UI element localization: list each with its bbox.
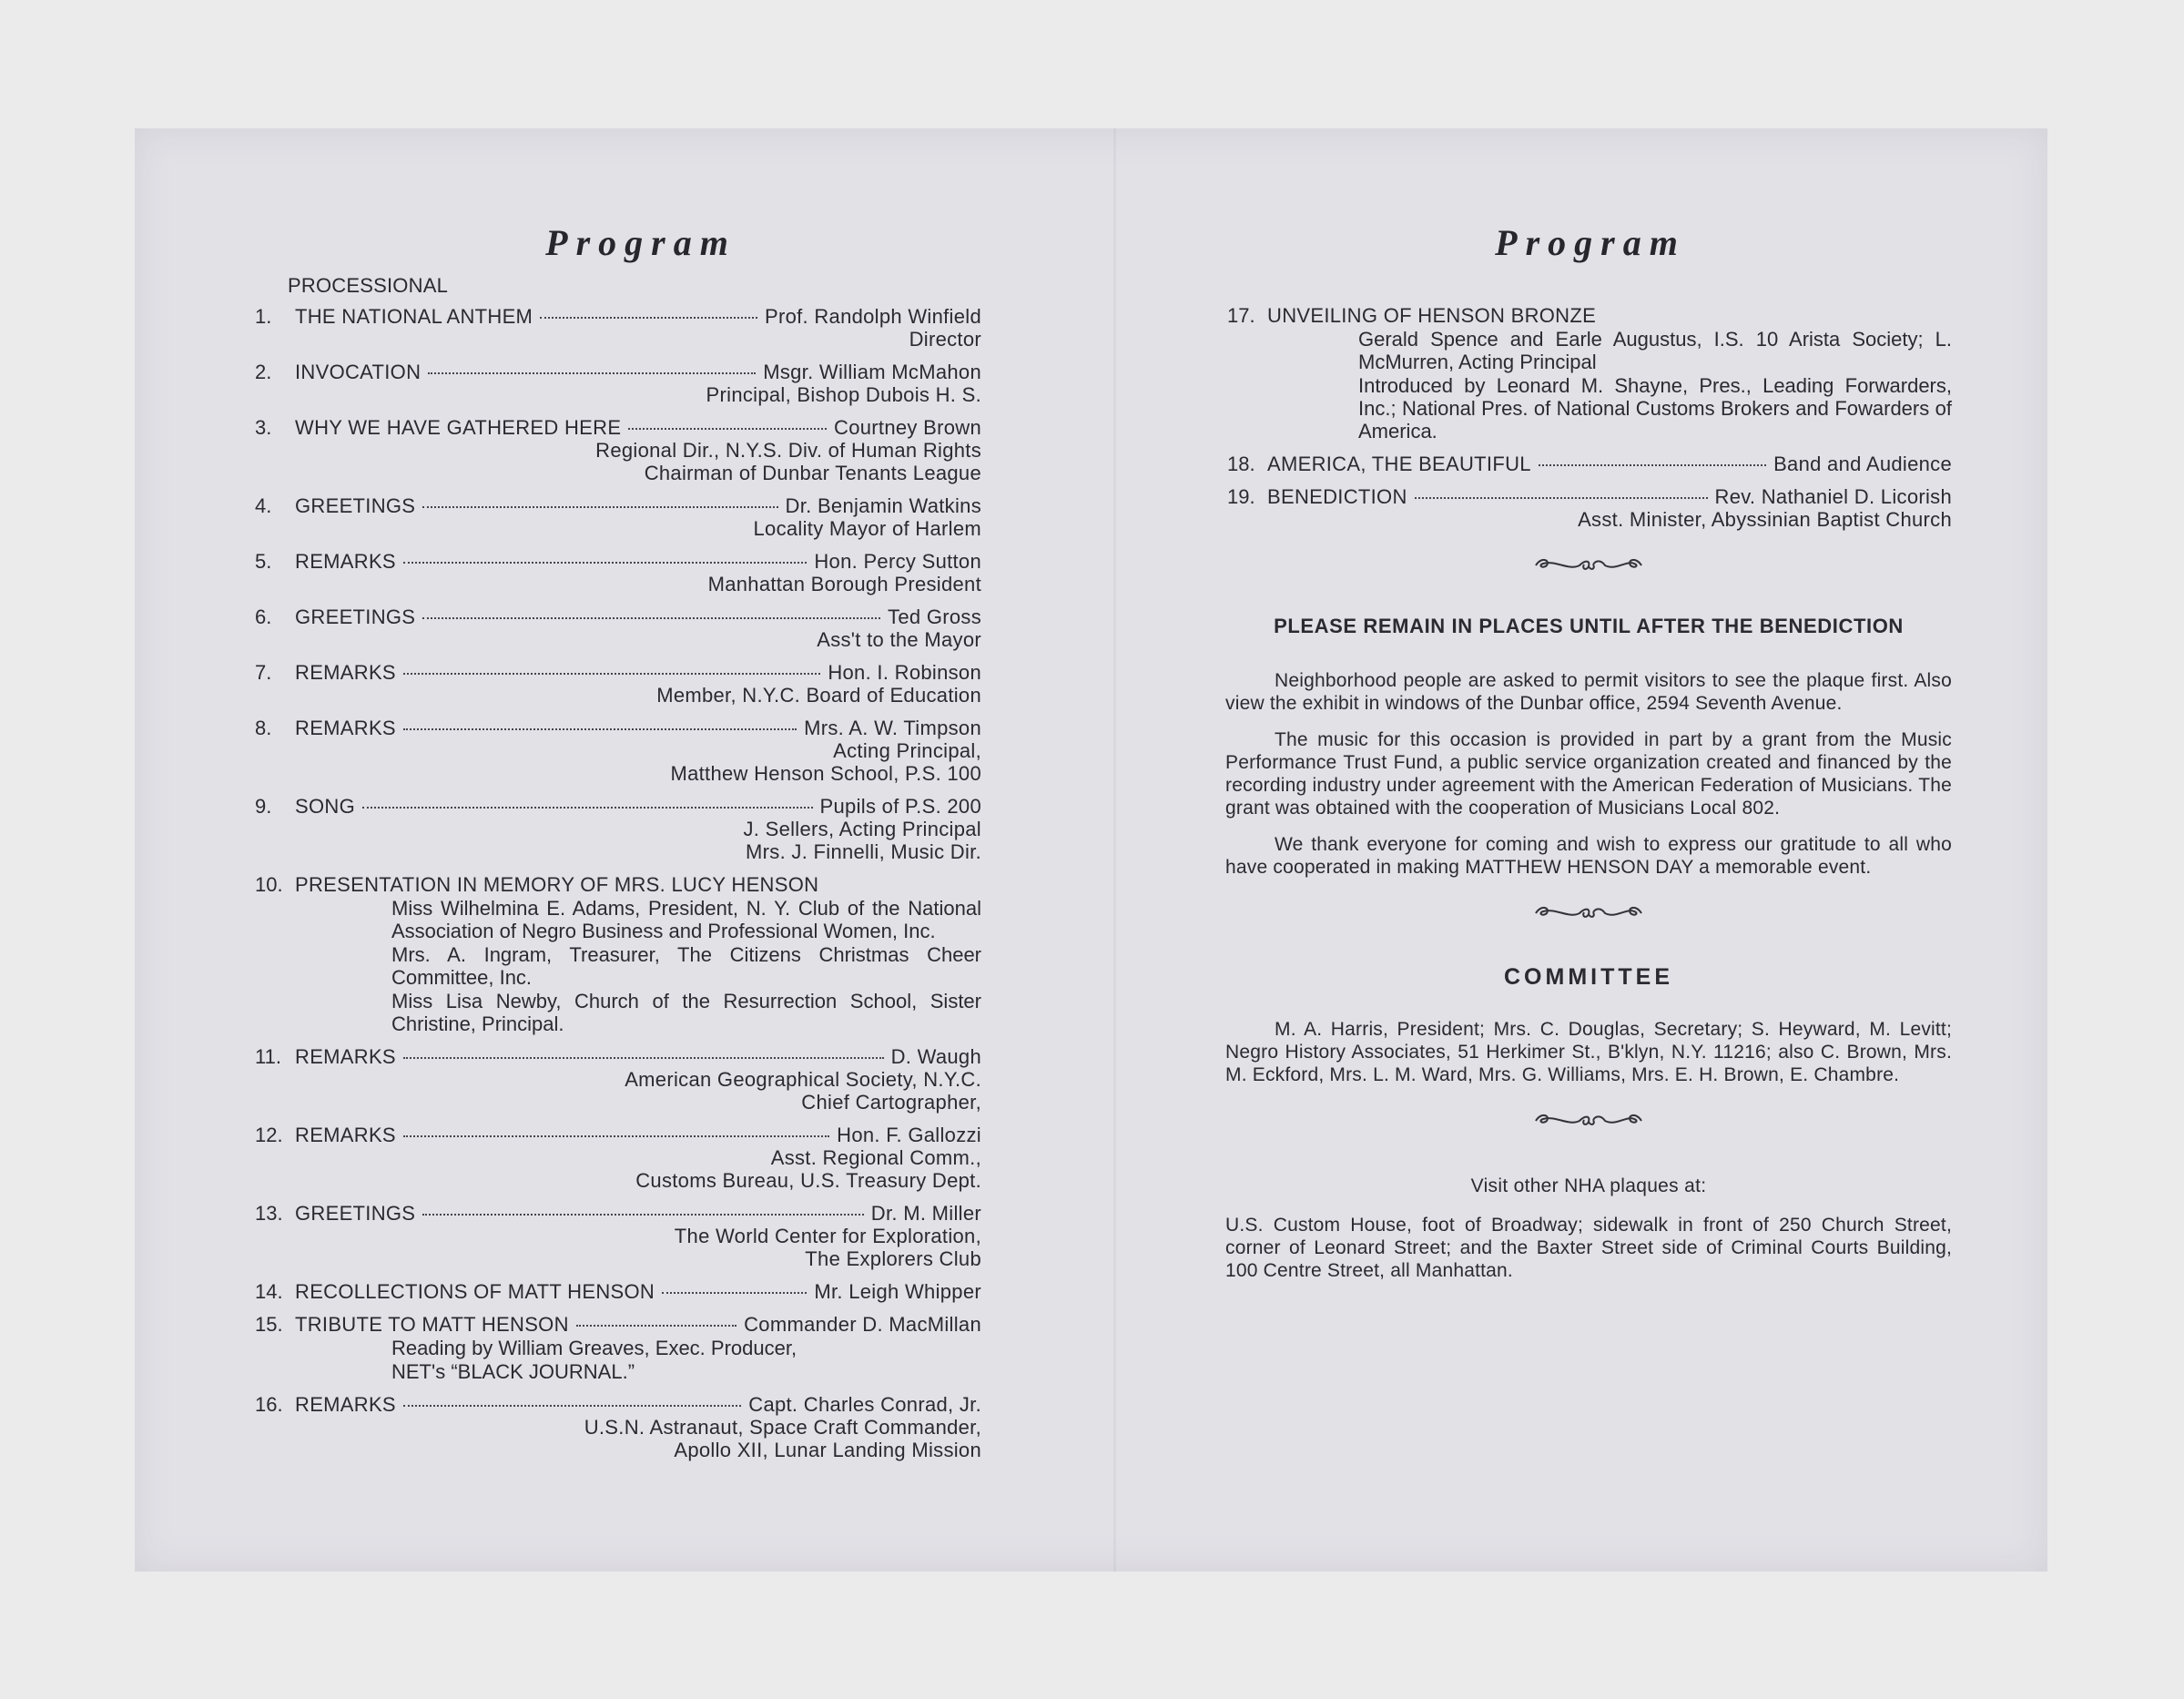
item-subtitle: Matthew Henson School, P.S. 100 [670, 762, 981, 785]
item-subtitle: Chief Cartographer, [801, 1091, 981, 1114]
program-item [253, 795, 981, 863]
item-subtitle: Manhattan Borough President [707, 573, 981, 595]
right-content [1225, 304, 1952, 1296]
item-performer: Msgr. William McMahon [763, 361, 981, 383]
neighborhood-paragraph: Neighborhood people are asked to permit visitors to see the plaque first. Also view the exhibit in windows of the Dunbar office, 2594 Seventh Avenue. [1225, 670, 1952, 714]
item-detail: Introduced by Leonard M. Shayne, Pres., Leading Forwarders, Inc.; National Pres. of National Customs Brokers and Fowarders of America. [1358, 374, 1952, 443]
item-line [295, 795, 981, 818]
dot-leader [403, 1135, 829, 1137]
right-program-title: Program [1495, 222, 1686, 263]
item-subtitle: Apollo XII, Lunar Landing Mission [674, 1439, 981, 1461]
item-line [295, 1045, 981, 1068]
program-item [253, 494, 981, 540]
item-subtitle: Regional Dir., N.Y.S. Div. of Human Rights [595, 439, 981, 462]
item-performer: Pupils of P.S. 200 [819, 795, 981, 818]
program-item [253, 550, 981, 595]
visit-heading: Visit other NHA plaques at: [1470, 1175, 1707, 1196]
item-number: 9. [255, 795, 272, 818]
item-label: REMARKS [295, 550, 396, 573]
item-line [1267, 304, 1952, 327]
item-body [295, 494, 981, 540]
item-subtitle: Mrs. J. Finnelli, Music Dir. [746, 840, 981, 863]
center-fold [1113, 128, 1116, 1572]
item-number: 4. [255, 494, 272, 517]
item-line [1267, 453, 1952, 475]
item-label: UNVEILING OF HENSON BRONZE [1267, 304, 1597, 327]
item-number: 17. [1227, 304, 1255, 327]
item-number: 11. [255, 1045, 281, 1068]
item-number: 14. [255, 1280, 283, 1303]
item-label: REMARKS [295, 717, 396, 739]
item-number: 16. [255, 1393, 283, 1416]
item-detail: Miss Wilhelmina E. Adams, President, N. Y. Club of the National Association of Negro Business and Professional Women, Inc. [391, 897, 981, 942]
item-subtitle: Ass't to the Mayor [817, 628, 981, 651]
item-label: PRESENTATION IN MEMORY OF MRS. LUCY HENSON [295, 873, 819, 896]
item-line [1267, 485, 1952, 508]
item-detail: Miss Lisa Newby, Church of the Resurrection School, Sister Christine, Principal. [391, 990, 981, 1035]
item-subtitle: The Explorers Club [805, 1247, 981, 1270]
item-label: GREETINGS [295, 1202, 416, 1225]
item-number: 1. [255, 305, 272, 328]
item-label: INVOCATION [295, 361, 422, 383]
item-label: WHY WE HAVE GATHERED HERE [295, 416, 622, 439]
item-subtitle: Acting Principal, [833, 739, 981, 762]
item-detail: Mrs. A. Ingram, Treasurer, The Citizens Christmas Cheer Committee, Inc. [391, 943, 981, 989]
dot-leader [403, 562, 807, 564]
item-body [295, 1202, 981, 1270]
item-line [295, 361, 981, 383]
item-detail: Gerald Spence and Earle Augustus, I.S. 10 Arista Society; L. McMurren, Acting Principal [1358, 328, 1952, 373]
item-line [295, 416, 981, 439]
program-item [253, 1124, 981, 1192]
flourish-ornament-icon [1225, 900, 1952, 931]
dot-leader [1415, 497, 1708, 499]
item-line [295, 1393, 981, 1416]
program-item [253, 416, 981, 484]
item-body [295, 361, 981, 406]
item-line [295, 873, 981, 896]
program-item [1225, 485, 1952, 531]
item-body [1267, 453, 1952, 475]
item-body [1267, 485, 1952, 531]
program-item [253, 305, 981, 351]
item-line [295, 1124, 981, 1146]
item-subtitle: Member, N.Y.C. Board of Education [656, 684, 981, 707]
item-body [295, 795, 981, 863]
item-performer: Courtney Brown [834, 416, 981, 439]
processional-label: PROCESSIONAL [288, 274, 449, 297]
item-performer: Mr. Leigh Whipper [814, 1280, 981, 1303]
flourish-ornament-icon [1225, 553, 1952, 584]
item-number: 12. [255, 1124, 283, 1146]
dot-leader [1539, 464, 1766, 466]
item-label: REMARKS [295, 661, 396, 684]
program-item [1225, 304, 1952, 443]
item-body [295, 717, 981, 785]
item-body [295, 305, 981, 351]
item-line [295, 605, 981, 628]
program-sheet [135, 128, 2047, 1572]
program-item [253, 661, 981, 707]
item-label: GREETINGS [295, 494, 416, 517]
item-subtitle: Asst. Regional Comm., [770, 1146, 981, 1169]
item-detail: NET's “BLACK JOURNAL.” [391, 1360, 635, 1383]
item-line [295, 1202, 981, 1225]
item-performer: Band and Audience [1773, 453, 1952, 475]
item-subtitle: U.S.N. Astranaut, Space Craft Commander, [584, 1416, 981, 1439]
dot-leader [422, 1214, 863, 1216]
item-line [295, 550, 981, 573]
item-line [295, 717, 981, 739]
item-number: 8. [255, 717, 272, 739]
item-performer: Dr. Benjamin Watkins [785, 494, 981, 517]
item-subtitle: Asst. Minister, Abyssinian Baptist Church [1578, 508, 1952, 531]
committee-members: M. A. Harris, President; Mrs. C. Douglas, Secretary; S. Heyward, M. Levitt; Negro History Associates, 51 Herkimer St., B'klyn, N.Y. 11216; also C. Brown, Mrs. M. Eckford, Mrs. L. M. Ward, Mrs. G. Williams, Mrs. E. H. Brown, E. Chambre. [1225, 1019, 1952, 1085]
dot-leader [403, 1057, 884, 1059]
item-label: AMERICA, THE BEAUTIFUL [1267, 453, 1531, 475]
item-performer: Capt. Charles Conrad, Jr. [748, 1393, 981, 1416]
item-label: REMARKS [295, 1124, 396, 1146]
item-label: TRIBUTE TO MATT HENSON [295, 1313, 569, 1336]
item-performer: D. Waugh [890, 1045, 981, 1068]
item-body [295, 550, 981, 595]
flourish-ornament-icon [1225, 1108, 1952, 1139]
item-label: THE NATIONAL ANTHEM [295, 305, 533, 328]
item-number: 19. [1227, 485, 1255, 508]
item-subtitle: Chairman of Dunbar Tenants League [644, 462, 981, 484]
item-label: REMARKS [295, 1045, 396, 1068]
item-line [295, 1280, 981, 1303]
item-body [295, 1045, 981, 1114]
program-item [253, 717, 981, 785]
item-number: 2. [255, 361, 272, 383]
item-number: 7. [255, 661, 272, 684]
item-body [295, 416, 981, 484]
item-performer: Mrs. A. W. Timpson [804, 717, 981, 739]
item-performer: Ted Gross [888, 605, 981, 628]
item-performer: Hon. F. Gallozzi [837, 1124, 981, 1146]
dot-leader [422, 617, 880, 619]
item-label: GREETINGS [295, 605, 416, 628]
item-body [295, 1124, 981, 1192]
visit-locations: U.S. Custom House, foot of Broadway; sidewalk in front of 250 Church Street, corner of Leonard Street; and the Baxter Street side of Criminal Courts Building, 100 Centre Street, all Manhattan. [1225, 1215, 1952, 1281]
item-performer: Hon. Percy Sutton [814, 550, 981, 573]
program-item [253, 605, 981, 651]
item-line [295, 494, 981, 517]
item-line [295, 661, 981, 684]
item-number: 10. [255, 873, 283, 896]
program-item [253, 361, 981, 406]
item-performer: Commander D. MacMillan [744, 1313, 981, 1336]
item-performer: Rev. Nathaniel D. Licorish [1714, 485, 1952, 508]
dot-leader [540, 317, 757, 319]
program-item [253, 1045, 981, 1114]
left-program-title: Program [545, 222, 736, 263]
program-item [1225, 453, 1952, 475]
dot-leader [628, 428, 827, 430]
item-body [1267, 304, 1952, 443]
program-item [253, 1313, 981, 1383]
item-number: 6. [255, 605, 272, 628]
left-program-list [253, 274, 981, 1471]
item-number: 18. [1227, 453, 1255, 475]
item-body [295, 873, 981, 1035]
item-performer: Prof. Randolph Winfield [764, 305, 981, 328]
item-subtitle: Customs Bureau, U.S. Treasury Dept. [635, 1169, 981, 1192]
dot-leader [362, 807, 813, 809]
remain-notice: PLEASE REMAIN IN PLACES UNTIL AFTER THE BENEDICTION [1274, 615, 1904, 637]
program-item [253, 1280, 981, 1303]
item-label: REMARKS [295, 1393, 396, 1416]
item-detail: Reading by William Greaves, Exec. Producer, [391, 1337, 797, 1359]
item-number: 13. [255, 1202, 283, 1225]
item-subtitle: The World Center for Exploration, [674, 1225, 981, 1247]
program-item [253, 1202, 981, 1270]
music-grant-paragraph: The music for this occasion is provided in part by a grant from the Music Performance Trust Fund, a public service organization created and financed by the recording industry under agreement with the American Federation of Musicians. The grant was obtained with the cooperation of Musicians Local 802. [1225, 729, 1952, 819]
committee-heading: COMMITTEE [1504, 964, 1673, 990]
item-subtitle: Principal, Bishop Dubois H. S. [706, 383, 981, 406]
item-body [295, 605, 981, 651]
item-performer: Hon. I. Robinson [828, 661, 981, 684]
thanks-paragraph: We thank everyone for coming and wish to express our gratitude to all who have cooperated in making MATTHEW HENSON DAY a memorable event. [1225, 834, 1952, 878]
item-label: SONG [295, 795, 355, 818]
dot-leader [403, 1405, 741, 1407]
item-body [295, 1393, 981, 1461]
dot-leader [403, 673, 820, 675]
dot-leader [422, 506, 777, 508]
dot-leader [662, 1292, 807, 1294]
item-line [295, 1313, 981, 1336]
item-subtitle: J. Sellers, Acting Principal [743, 818, 981, 840]
item-number: 15. [255, 1313, 283, 1336]
item-number: 5. [255, 550, 272, 573]
dot-leader [428, 372, 756, 374]
item-label: RECOLLECTIONS OF MATT HENSON [295, 1280, 655, 1303]
dot-leader [576, 1325, 736, 1327]
right-program-list [1225, 304, 1952, 531]
item-body [295, 661, 981, 707]
item-body [295, 1313, 981, 1383]
item-performer: Dr. M. Miller [870, 1202, 981, 1225]
item-number: 3. [255, 416, 272, 439]
program-item [253, 1393, 981, 1461]
item-subtitle: Director [909, 328, 981, 351]
dot-leader [403, 728, 797, 730]
item-label: BENEDICTION [1267, 485, 1407, 508]
program-item [253, 873, 981, 1035]
item-subtitle: American Geographical Society, N.Y.C. [625, 1068, 981, 1091]
item-line [295, 305, 981, 328]
item-body [295, 1280, 981, 1303]
item-subtitle: Locality Mayor of Harlem [753, 517, 981, 540]
